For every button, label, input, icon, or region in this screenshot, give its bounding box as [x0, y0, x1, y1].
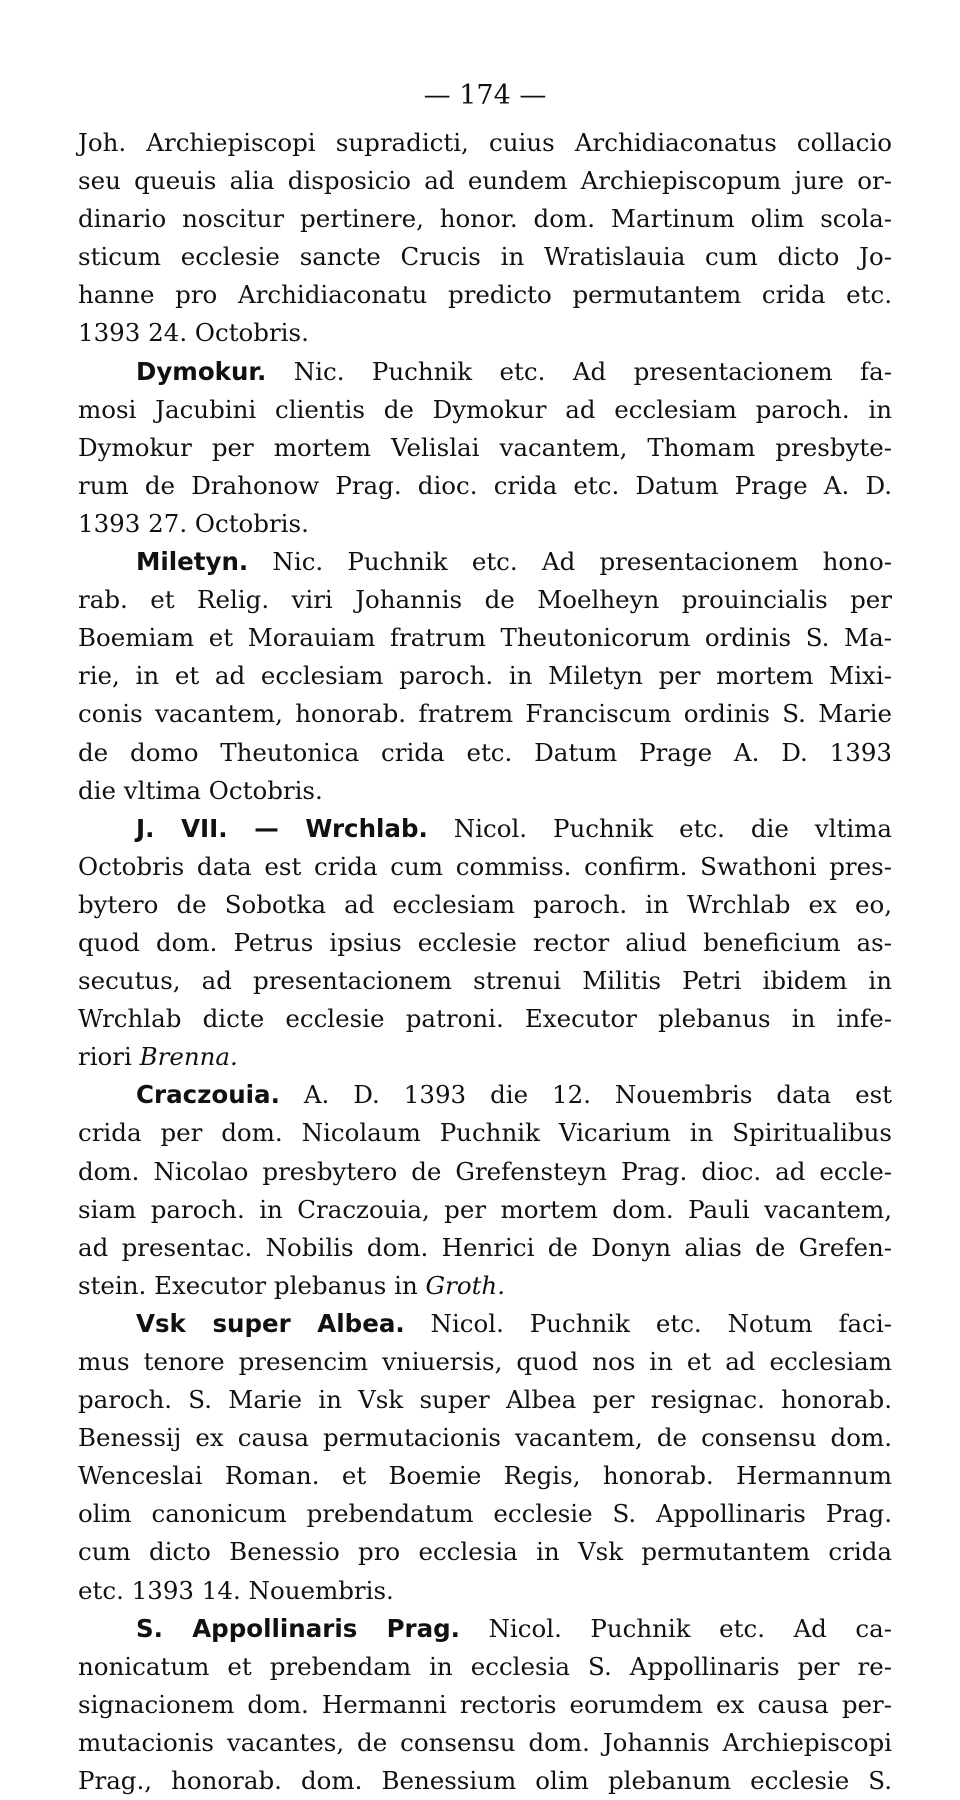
text-line: [78, 962, 892, 1000]
line-text: secutus, ad presentacionem strenui Militis Petri ibidem in: [78, 966, 892, 996]
italic-place-name: Groth.: [425, 1270, 505, 1300]
text-line: [78, 1038, 892, 1076]
line-text: mus tenore presencim vniuersis, quod nos in et ad ecclesiam: [78, 1347, 892, 1376]
document-page: [78, 76, 892, 1800]
line-text: Nic. Puchnik etc. Ad presentacionem fa-: [266, 356, 892, 386]
text-line: [78, 162, 892, 200]
text-line: [78, 1343, 892, 1381]
line-text: etc. 1393 14. Nouembris.: [78, 1575, 394, 1605]
line-text: Nicol. Puchnik etc. Notum faci-: [404, 1308, 892, 1338]
line-text: signacionem dom. Hermanni rectoris eorumdem ex causa per-: [78, 1689, 892, 1719]
text-line: [78, 619, 892, 657]
line-text: mutacionis vacantes, de consensu dom. Johannis Archiepiscopi: [78, 1727, 892, 1757]
page-number: — 174 —: [423, 80, 547, 111]
text-line: [78, 1381, 892, 1419]
line-text: stein. Executor plebanus in: [78, 1270, 426, 1300]
text-line: [78, 200, 892, 238]
line-text: Nic. Puchnik etc. Ad presentacionem hono-: [248, 547, 892, 577]
text-line: [78, 276, 892, 314]
line-text: dom. Nicolao presbytero de Grefensteyn Prag. dioc. ad eccle-: [78, 1156, 892, 1186]
entry-heading: Craczouia.: [136, 1080, 280, 1110]
line-text: 1393 24. Octobris.: [78, 318, 309, 348]
line-text: rum de Drahonow Prag. dioc. crida etc. Datum Prage A. D.: [78, 470, 892, 500]
line-text: seu queuis alia disposicio ad eundem Archiepiscopum jure or-: [78, 166, 892, 196]
entry-first-line: [78, 1076, 892, 1114]
text-line: [78, 1724, 892, 1762]
body-text: [78, 124, 892, 1800]
line-text: Nicol. Puchnik etc. die vltima: [427, 813, 892, 843]
line-text: sticum ecclesie sancte Crucis in Wratislauia cum dicto Jo-: [78, 242, 892, 272]
line-text: Nicol. Puchnik etc. Ad ca-: [459, 1613, 892, 1643]
text-line: [78, 1533, 892, 1571]
line-text: de domo Theutonica crida etc. Datum Prage A. D. 1393: [78, 737, 892, 767]
text-line: [78, 1000, 892, 1038]
text-line: [78, 1457, 892, 1495]
text-line: [78, 1419, 892, 1457]
text-line: [78, 581, 892, 619]
line-text: Wenceslai Roman. et Boemie Regis, honorab. Hermannum: [78, 1461, 892, 1491]
text-line: [78, 314, 892, 352]
text-line: [78, 505, 892, 543]
text-line: [78, 848, 892, 886]
text-line: [78, 1229, 892, 1267]
line-text: bytero de Sobotka ad ecclesiam paroch. in Wrchlab ex eo,: [78, 889, 892, 919]
line-text: siam paroch. in Craczouia, per mortem dom. Pauli vacantem,: [78, 1194, 892, 1224]
line-text: cum dicto Benessio pro ecclesia in Vsk permutantem crida: [78, 1537, 892, 1567]
text-line: [78, 886, 892, 924]
line-text: rie, in et ad ecclesiam paroch. in Miletyn per mortem Mixi-: [78, 661, 892, 691]
italic-place-name: Brenna.: [139, 1042, 238, 1072]
line-text: Boemiam et Morauiam fratrum Theutonicorum ordinis S. Ma-: [78, 623, 892, 653]
line-text: riori: [78, 1042, 140, 1072]
text-line: [78, 429, 892, 467]
line-text: crida per dom. Nicolaum Puchnik Vicarium in Spiritualibus: [78, 1118, 892, 1148]
text-line: [78, 924, 892, 962]
line-text: nonicatum et prebendam in ecclesia S. Appollinaris per re-: [78, 1651, 892, 1681]
entry-first-line: [78, 1305, 892, 1343]
line-text: ad presentac. Nobilis dom. Henrici de Donyn alias de Grefen-: [78, 1232, 892, 1262]
entry-first-line: [78, 810, 892, 848]
entry-first-line: [78, 543, 892, 581]
text-line: [78, 124, 892, 162]
entry-first-line: [78, 1610, 892, 1648]
line-text: mosi Jacubini clientis de Dymokur ad ecclesiam paroch. in: [78, 394, 892, 424]
text-line: [78, 1114, 892, 1152]
line-text: quod dom. Petrus ipsius ecclesie rector aliud beneficium as-: [78, 927, 892, 957]
line-text: paroch. S. Marie in Vsk super Albea per resignac. honorab.: [78, 1385, 892, 1415]
text-line: [78, 1686, 892, 1724]
line-text: Prag., honorab. dom. Benessium olim plebanum ecclesie S.: [78, 1766, 892, 1796]
text-line: [78, 238, 892, 276]
line-text: Octobris data est crida cum commiss. confirm. Swathoni pres-: [78, 851, 892, 881]
text-line: [78, 1267, 892, 1305]
text-line: [78, 1495, 892, 1533]
text-line: [78, 657, 892, 695]
line-text: hanne pro Archidiaconatu predicto permutantem crida etc.: [78, 280, 892, 310]
entry-heading: Miletyn.: [136, 547, 249, 577]
text-line: [78, 1648, 892, 1686]
line-text: die vltima Octobris.: [78, 775, 323, 805]
line-text: dinario noscitur pertinere, honor. dom. Martinum olim scola-: [78, 204, 892, 234]
text-line: [78, 1153, 892, 1191]
line-text: olim canonicum prebendatum ecclesie S. Appollinaris Prag.: [78, 1499, 892, 1529]
line-text: rab. et Relig. viri Johannis de Moelheyn prouincialis per: [78, 585, 892, 615]
entry-heading: Dymokur.: [136, 356, 267, 386]
text-line: [78, 772, 892, 810]
text-line: [78, 1191, 892, 1229]
text-line: [78, 1762, 892, 1800]
line-text: Dymokur per mortem Velislai vacantem, Thomam presbyte-: [78, 432, 892, 462]
text-line: [78, 695, 892, 733]
text-line: [78, 734, 892, 772]
entry-first-line: [78, 353, 892, 391]
text-line: [78, 1572, 892, 1610]
entry-heading: J. VII. — Wrchlab.: [136, 813, 428, 843]
line-text: Joh. Archiepiscopi supradicti, cuius Archidiaconatus collacio: [78, 128, 892, 157]
entry-heading: S. Appollinaris Prag.: [136, 1613, 460, 1643]
line-text: Wrchlab dicte ecclesie patroni. Executor plebanus in infe-: [78, 1004, 892, 1034]
line-text: 1393 27. Octobris.: [78, 508, 309, 538]
entry-heading: Vsk super Albea.: [136, 1308, 405, 1338]
line-text: A. D. 1393 die 12. Nouembris data est: [279, 1080, 892, 1110]
line-text: Benessij ex causa permutacionis vacantem, de consensu dom.: [78, 1423, 892, 1453]
text-line: [78, 391, 892, 429]
line-text: conis vacantem, honorab. fratrem Franciscum ordinis S. Marie: [78, 699, 892, 729]
text-line: [78, 467, 892, 505]
